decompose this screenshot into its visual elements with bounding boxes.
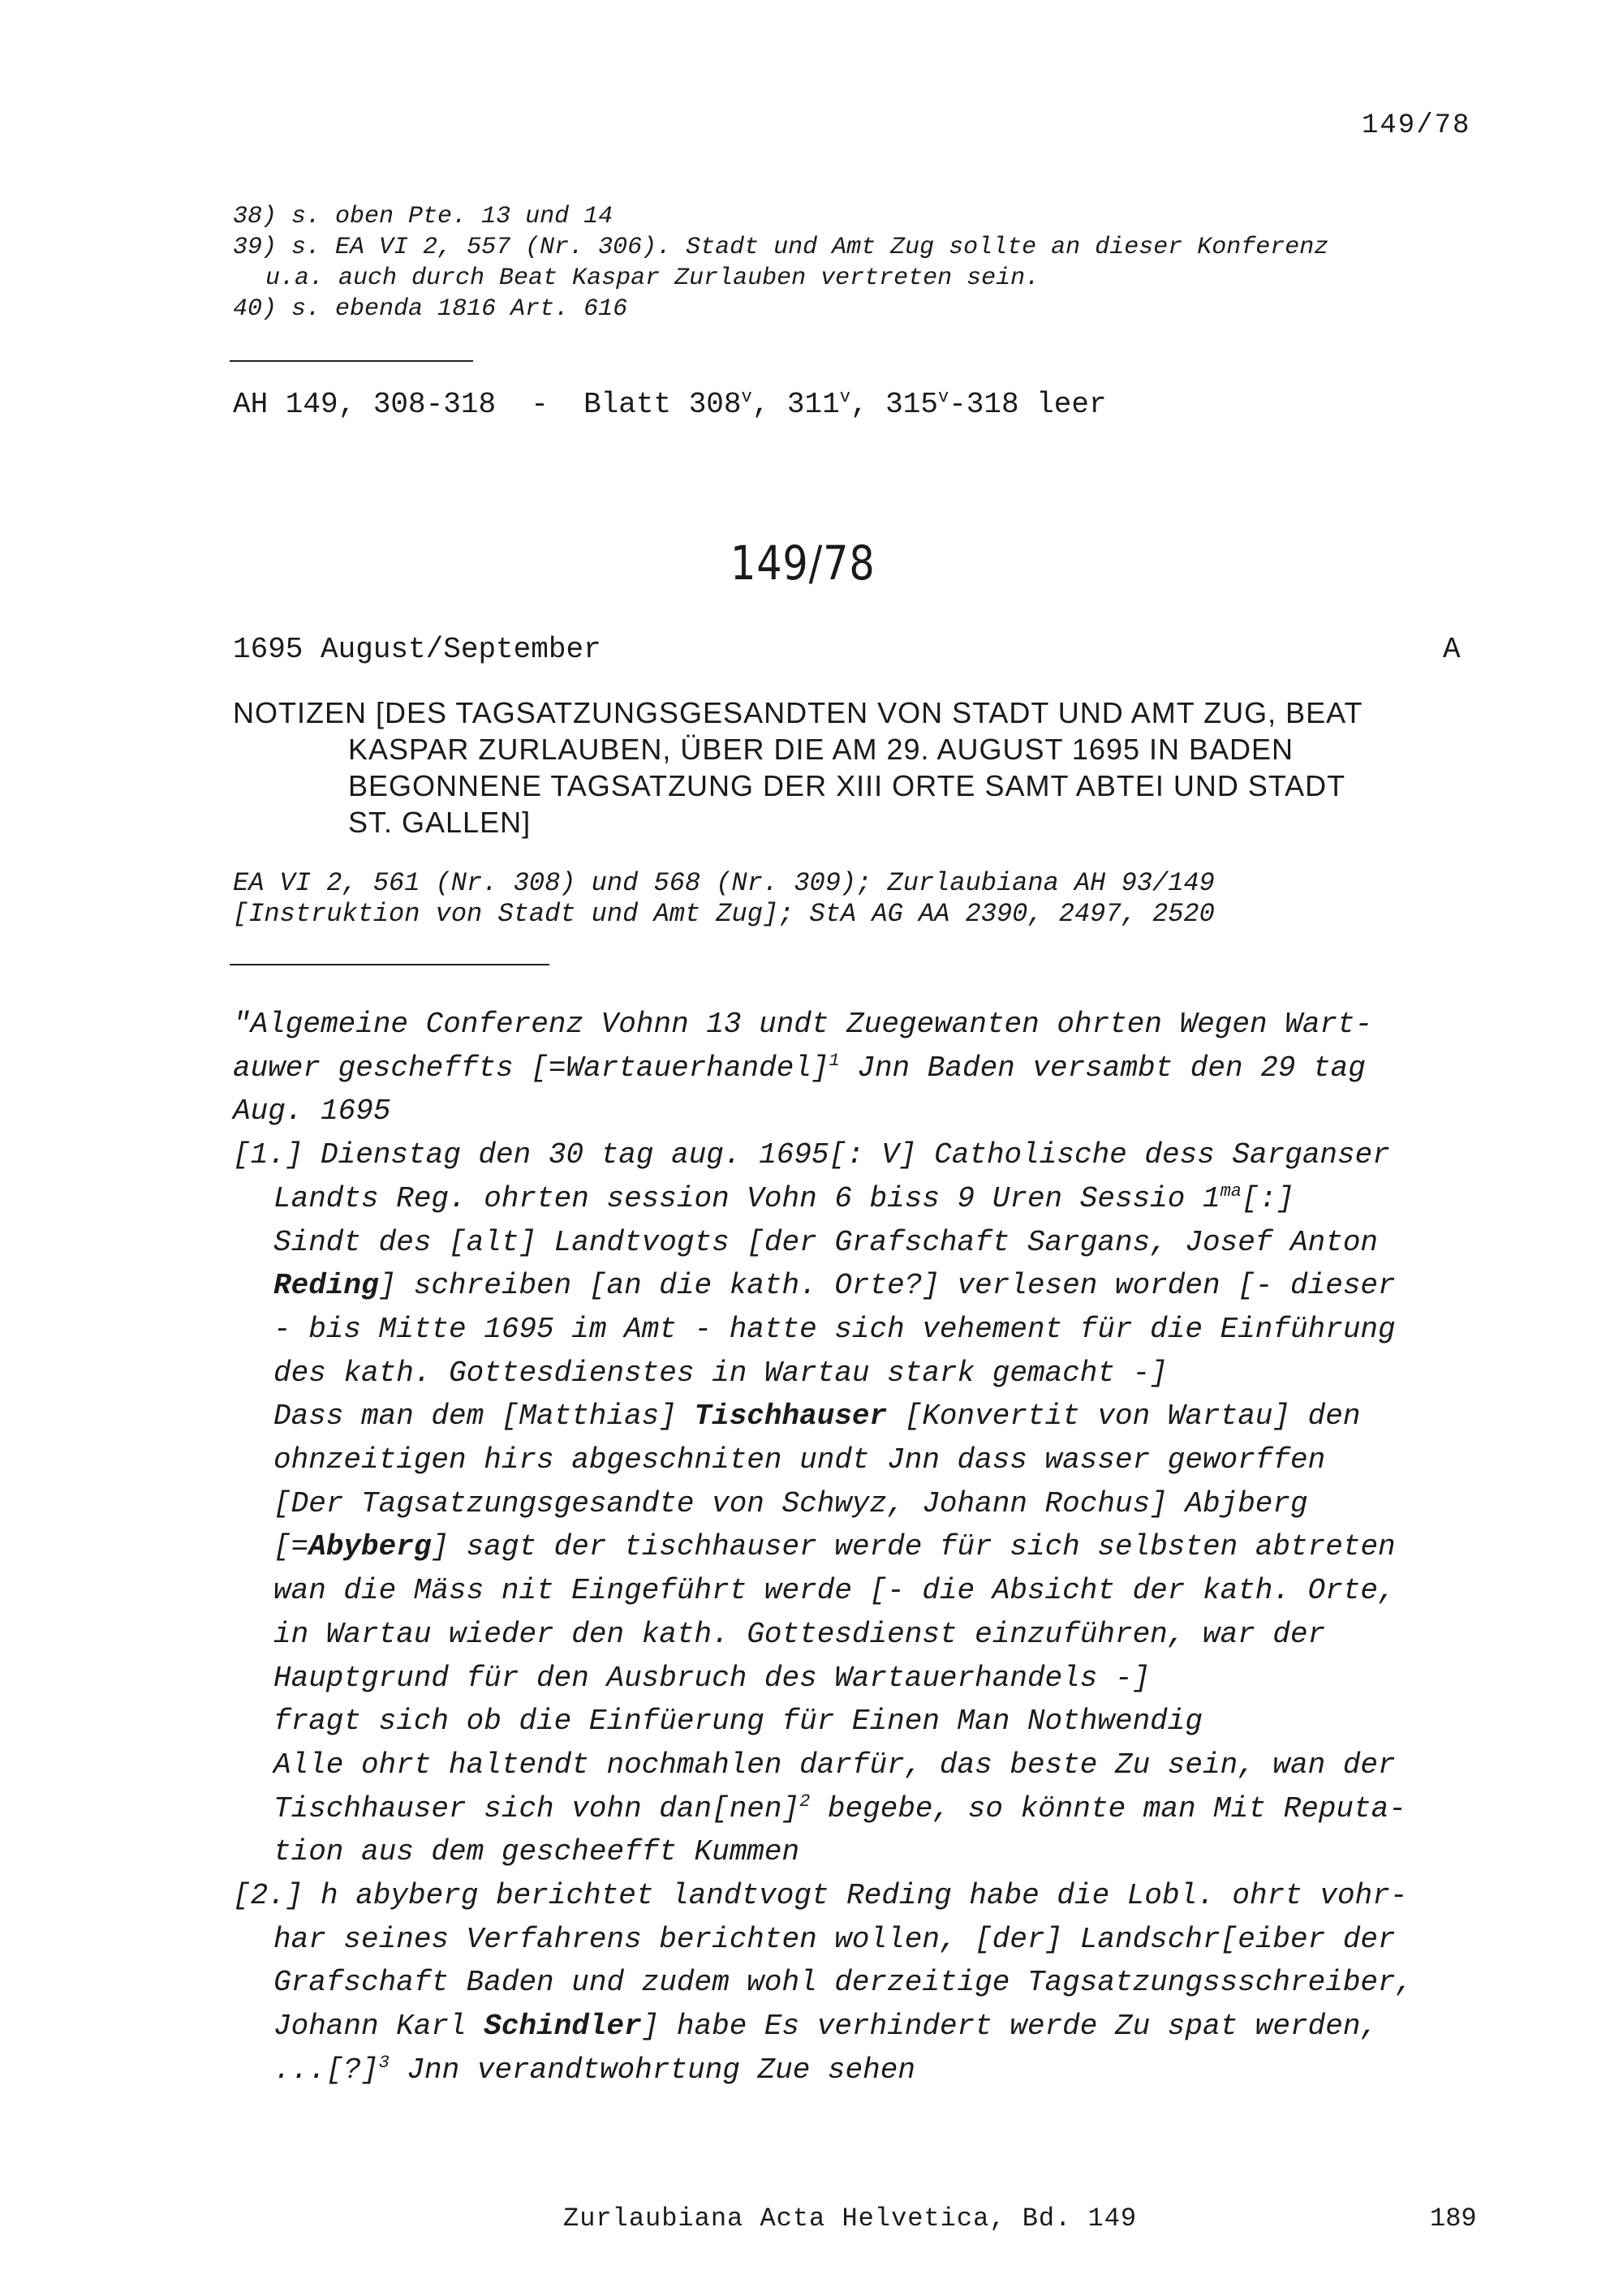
footer-title: Zurlaubiana Acta Helvetica, Bd. 149 <box>563 2204 1138 2234</box>
body-line: des kath. Gottesdienstes in Wartau stark gemacht -] <box>273 1356 1168 1390</box>
body-line: [=Abyberg] sagt der tischhauser werde für sich selbsten abtreten <box>273 1530 1396 1564</box>
body-line: - bis Mitte 1695 im Amt - hatte sich vehement für die Einführung <box>273 1312 1396 1346</box>
footnotes <box>233 201 1328 325</box>
body-line: [2.] h abyberg berichtet landtvogt Reding habe die Lobl. ohrt vohr- <box>233 1879 1408 1913</box>
body-line: Landts Reg. ohrten session Vohn 6 biss 9 Uren Sessio $1^{ma}[:]$ <box>273 1180 1294 1215</box>
person-name: Reding <box>273 1269 379 1303</box>
footnote-divider <box>230 360 473 362</box>
source-line: EA VI 2, 561 (Nr. 308) und 568 (Nr. 309); Zurlaubiana AH 93/149 <box>233 868 1215 898</box>
footnote-39: 39) s. EA VI 2, 557 (Nr. 306). Stadt und Amt Zug sollte an dieser Konferenz <box>233 234 1329 261</box>
sources <box>233 868 1215 930</box>
document-title <box>233 694 1466 841</box>
body-line: Dass man dem [Matthias] Tischhauser [Konvertit von Wartau] den <box>273 1400 1361 1434</box>
body-line: har seines Verfahrens berichten wollen, [der] Landschr[eiber der <box>273 1922 1396 1956</box>
title-line: ST. GALLEN] <box>348 806 532 839</box>
body-line: Tischhauser sich vohn dan[nen]$^2$ begebe, so könnte man Mit Reputa- <box>273 1791 1406 1825</box>
body-line: wan die Mäss nit Eingeführt werde [- die Absicht der kath. Orte, <box>273 1574 1396 1608</box>
body-line: ohnzeitigen hirs abgeschniten undt Jnn dass wasser geworffen <box>273 1443 1326 1477</box>
body-line: in Wartau wieder den kath. Gottesdienst einzuführen, war der <box>273 1617 1326 1651</box>
body-line: [Der Tagsatzungsgesandte von Schwyz, Johann Rochus] Abjberg <box>273 1486 1308 1520</box>
document-type: A <box>1443 633 1461 666</box>
footnote-38: 38) s. oben Pte. 13 und 14 <box>233 203 613 230</box>
body-line: Grafschaft Baden und zudem wohl derzeitige Tagsatzungssschreiber, <box>273 1966 1414 2000</box>
body-line: fragt sich ob die Einfüerung für Einen Man Nothwendig <box>273 1705 1203 1739</box>
body-line: Reding] schreiben [an die kath. Orte?] verlesen worden [- dieser <box>273 1269 1396 1303</box>
body-line: [1.] Dienstag den 30 tag aug. 1695[: V] Catholische dess Sarganser <box>233 1138 1390 1172</box>
body-line: tion aus dem gescheefft Kummen <box>273 1835 800 1869</box>
source-line: [Instruktion von Stadt und Amt Zug]; StA AG AA 2390, 2497, 2520 <box>233 899 1215 929</box>
body-line: Johann Karl Schindler] habe Es verhindert werde Zu spat werden, <box>273 2010 1379 2044</box>
body-line: Aug. 1695 <box>233 1094 391 1129</box>
footnote-39-continued: u.a. auch durch Beat Kaspar Zurlauben vertreten sein. <box>265 264 1040 292</box>
body-line: "Algemeine Conferenz Vohnn 13 undt Zuegewanten ohrten Wegen Wart- <box>233 1008 1373 1041</box>
transcription-body <box>233 1003 1491 2092</box>
title-line: KASPAR ZURLAUBEN, ÜBER DIE AM 29. AUGUST 1695 IN BADEN <box>348 733 1294 766</box>
title-line: BEGONNENE TAGSATZUNG DER XIII ORTE SAMT ABTEI UND STADT <box>348 769 1346 802</box>
page-number-top: 149/78 <box>1362 110 1471 141</box>
title-line: NOTIZEN [DES TAGSATZUNGSGESANDTEN VON STADT UND AMT ZUG, BEAT <box>233 696 1363 729</box>
person-name: Tischhauser <box>694 1400 888 1434</box>
body-line: Sindt des [alt] Landtvogts [der Grafschaft Sargans, Josef Anton <box>273 1225 1379 1259</box>
footnote-40: 40) s. ebenda 1816 Art. 616 <box>233 295 628 323</box>
person-name: Schindler <box>484 2010 642 2044</box>
source-divider <box>230 964 549 965</box>
footer-page-number: 189 <box>1430 2204 1477 2234</box>
document-date: 1695 August/September <box>233 633 601 666</box>
body-line: auwer gescheffts [=Wartauerhandel]$^1$ Jnn Baden versambt den 29 tag <box>233 1050 1366 1085</box>
body-line: Alle ohrt haltendt nochmahlen darfür, das beste Zu sein, wan der <box>273 1748 1396 1782</box>
body-line: Hauptgrund für den Ausbruch des Wartauerhandels -] <box>273 1661 1151 1695</box>
document-number: 149/78 <box>730 535 876 591</box>
archive-reference: AH 149, 308-318 - Blatt 308$^v$, 311$^v$, 315$^v$-318 leer <box>233 387 1107 421</box>
person-name: Abyberg <box>308 1530 432 1564</box>
body-line: ...[?]$^3$ Jnn verandtwohrtung Zue sehen <box>273 2052 915 2087</box>
